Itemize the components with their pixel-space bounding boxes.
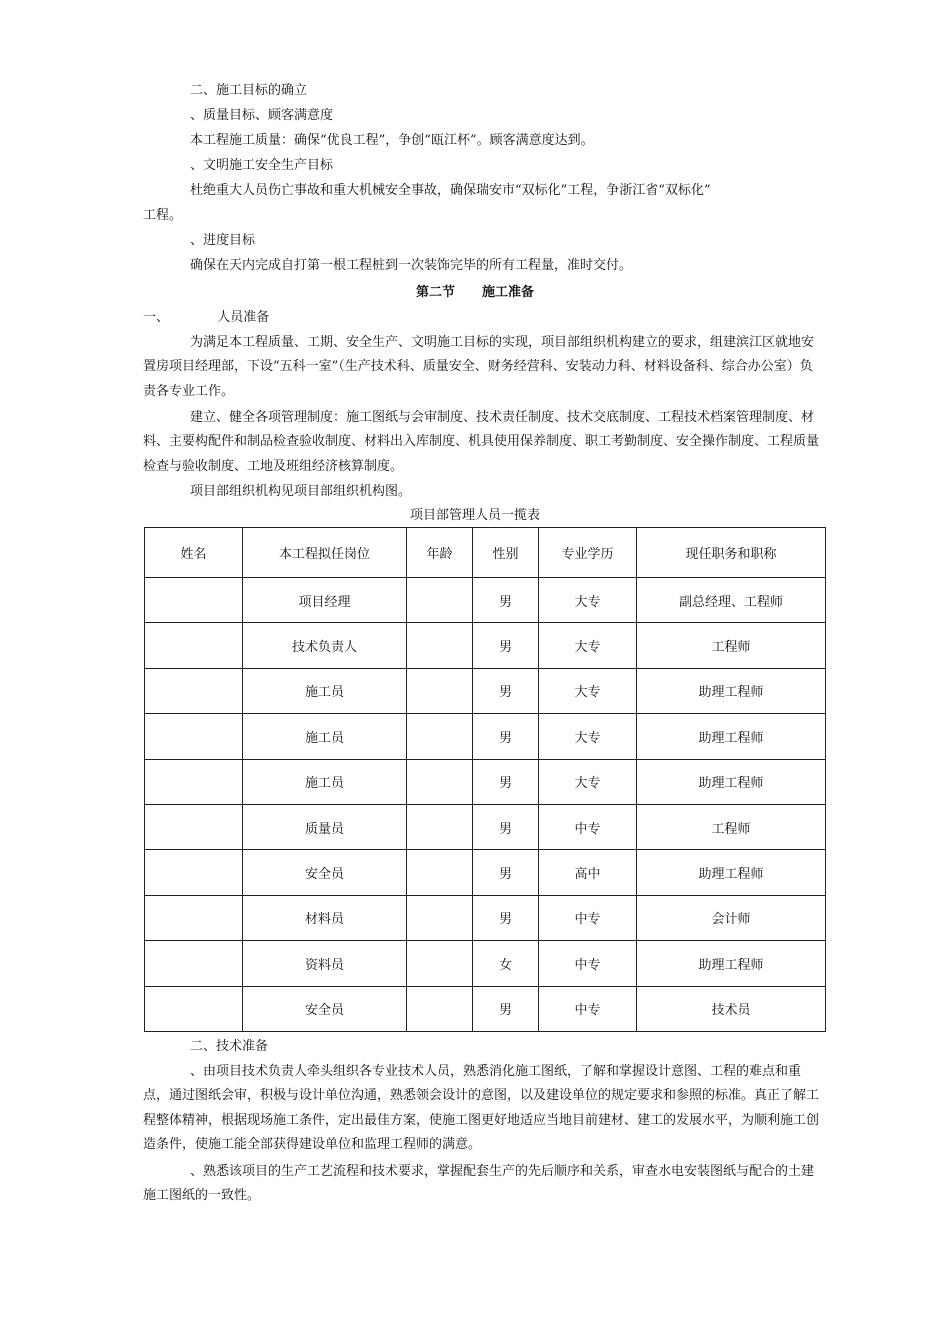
cell-age <box>407 623 473 668</box>
cell-title: 技术员 <box>637 986 826 1031</box>
cell-title: 助理工程师 <box>637 941 826 986</box>
safety-heading: 、文明施工安全生产目标 <box>190 158 334 173</box>
cell-title: 助理工程师 <box>637 759 826 804</box>
table-row <box>145 714 826 759</box>
cell-position: 安全员 <box>243 850 407 895</box>
cell-name <box>145 668 243 713</box>
cell-name <box>145 941 243 986</box>
col-header-title: 现任职务和职称 <box>637 528 826 578</box>
col-header-age: 年龄 <box>407 528 473 578</box>
personnel-paragraph-1: 为满足本工程质量、工期、安全生产、文明施工目标的实现，项目部组织机构建立的要求，组建滨江区就地安置房项目经理部，下设“五科一室”（生产技术科、质量安全、财务经营科、安装动力科、材料设备科、综合办公室）负责各专业工作。 <box>143 335 815 399</box>
table-caption: 项目部管理人员一揽表 <box>409 508 540 523</box>
cell-education: 大专 <box>539 623 637 668</box>
safety-text-line1: 杜绝重大人员伤亡事故和重大机械安全事故，确保瑞安市“双标化”工程，争浙江省“双标化” <box>190 183 711 198</box>
personnel-heading <box>143 306 823 330</box>
table-row <box>145 895 826 940</box>
cell-education: 大专 <box>539 759 637 804</box>
col-header-education: 专业学历 <box>539 528 637 578</box>
cell-age <box>407 941 473 986</box>
section-name: 施工准备 <box>482 285 535 300</box>
cell-gender: 男 <box>473 578 539 623</box>
cell-title: 助理工程师 <box>637 714 826 759</box>
cell-position: 施工员 <box>243 668 407 713</box>
cell-age <box>407 759 473 804</box>
section-heading <box>0 281 950 305</box>
cell-title: 助理工程师 <box>637 668 826 713</box>
cell-gender: 男 <box>473 986 539 1031</box>
cell-position: 资料员 <box>243 941 407 986</box>
cell-name <box>145 895 243 940</box>
personnel-paragraph-2: 建立、健全各项管理制度：施工图纸与会审制度、技术责任制度、技术交底制度、工程技术档案管理制度、材料、主要构配件和制品检查验收制度、材料出入库制度、机具使用保养制度、职工考勤制度、安全操作制度、工程质量检查与验收制度、工地及班组经济核算制度。 <box>143 410 820 474</box>
cell-position: 技术负责人 <box>243 623 407 668</box>
tech-prep-heading: 二、技术准备 <box>190 1039 269 1054</box>
table-header-row <box>145 528 826 578</box>
cell-age <box>407 578 473 623</box>
cell-age <box>407 714 473 759</box>
cell-position: 质量员 <box>243 804 407 849</box>
col-header-position: 本工程拟任岗位 <box>243 528 407 578</box>
schedule-text: 确保在天内完成自打第一根工程桩到一次装饰完毕的所有工程量，准时交付。 <box>190 258 633 273</box>
org-chart-note: 项目部组织机构见项目部组织机构图。 <box>190 484 412 499</box>
cell-gender: 男 <box>473 759 539 804</box>
cell-title: 工程师 <box>637 804 826 849</box>
cell-age <box>407 668 473 713</box>
staff-table <box>144 527 826 1032</box>
section-number: 第二节 <box>415 285 455 300</box>
cell-gender: 男 <box>473 714 539 759</box>
safety-text-line2: 工程。 <box>143 208 183 223</box>
cell-education: 大专 <box>539 578 637 623</box>
cell-name <box>145 804 243 849</box>
cell-education: 高中 <box>539 850 637 895</box>
cell-position: 施工员 <box>243 759 407 804</box>
table-row <box>145 668 826 713</box>
cell-age <box>407 986 473 1031</box>
personnel-label: 人员准备 <box>217 310 270 325</box>
cell-education: 中专 <box>539 986 637 1031</box>
cell-title: 工程师 <box>637 623 826 668</box>
cell-education: 大专 <box>539 714 637 759</box>
table-row <box>145 759 826 804</box>
cell-title: 会计师 <box>637 895 826 940</box>
cell-education: 大专 <box>539 668 637 713</box>
cell-name <box>145 759 243 804</box>
cell-name <box>145 578 243 623</box>
cell-name <box>145 714 243 759</box>
cell-education: 中专 <box>539 804 637 849</box>
cell-gender: 男 <box>473 668 539 713</box>
table-row <box>145 941 826 986</box>
cell-gender: 男 <box>473 623 539 668</box>
cell-name <box>145 986 243 1031</box>
table-row <box>145 850 826 895</box>
col-header-gender: 性别 <box>473 528 539 578</box>
cell-gender: 女 <box>473 941 539 986</box>
tech-paragraph-2: 、熟悉该项目的生产工艺流程和技术要求，掌握配套生产的先后顺序和关系，审查水电安装图纸与配合的土建施工图纸的一致性。 <box>143 1164 815 1204</box>
cell-gender: 男 <box>473 804 539 849</box>
schedule-heading: 、进度目标 <box>190 233 256 248</box>
cell-position: 安全员 <box>243 986 407 1031</box>
section-title-goals: 二、施工目标的确立 <box>190 83 308 98</box>
cell-age <box>407 804 473 849</box>
tech-paragraph-1: 、由项目技术负责人牵头组织各专业技术人员，熟悉消化施工图纸，了解和掌握设计意图、工程的难点和重点，通过图纸会审，积极与设计单位沟通，熟悉领会设计的意图，以及建设单位的规定要求和参照的标准。真正了解工程整体精神，根据现场施工条件，定出最佳方案，使施工图更好地适应当地目前建材、建工的发展水平，为顺利施工创造条件，使施工能全部获得建设单位和监理工程师的满意。 <box>143 1064 820 1153</box>
personnel-number: 一、 <box>143 310 170 325</box>
table-row <box>145 804 826 849</box>
quality-heading: 、质量目标、顾客满意度 <box>190 108 334 123</box>
cell-position: 施工员 <box>243 714 407 759</box>
cell-education: 中专 <box>539 941 637 986</box>
cell-name <box>145 623 243 668</box>
cell-position: 项目经理 <box>243 578 407 623</box>
table-row <box>145 623 826 668</box>
table-row <box>145 986 826 1031</box>
cell-age <box>407 850 473 895</box>
cell-gender: 男 <box>473 895 539 940</box>
cell-position: 材料员 <box>243 895 407 940</box>
cell-age <box>407 895 473 940</box>
cell-title: 助理工程师 <box>637 850 826 895</box>
col-header-name: 姓名 <box>145 528 243 578</box>
table-row <box>145 578 826 623</box>
cell-name <box>145 850 243 895</box>
quality-text: 本工程施工质量：确保“优良工程”，争创“瓯江杯”。顾客满意度达到。 <box>190 133 594 148</box>
cell-title: 副总经理、工程师 <box>637 578 826 623</box>
cell-education: 中专 <box>539 895 637 940</box>
cell-gender: 男 <box>473 850 539 895</box>
